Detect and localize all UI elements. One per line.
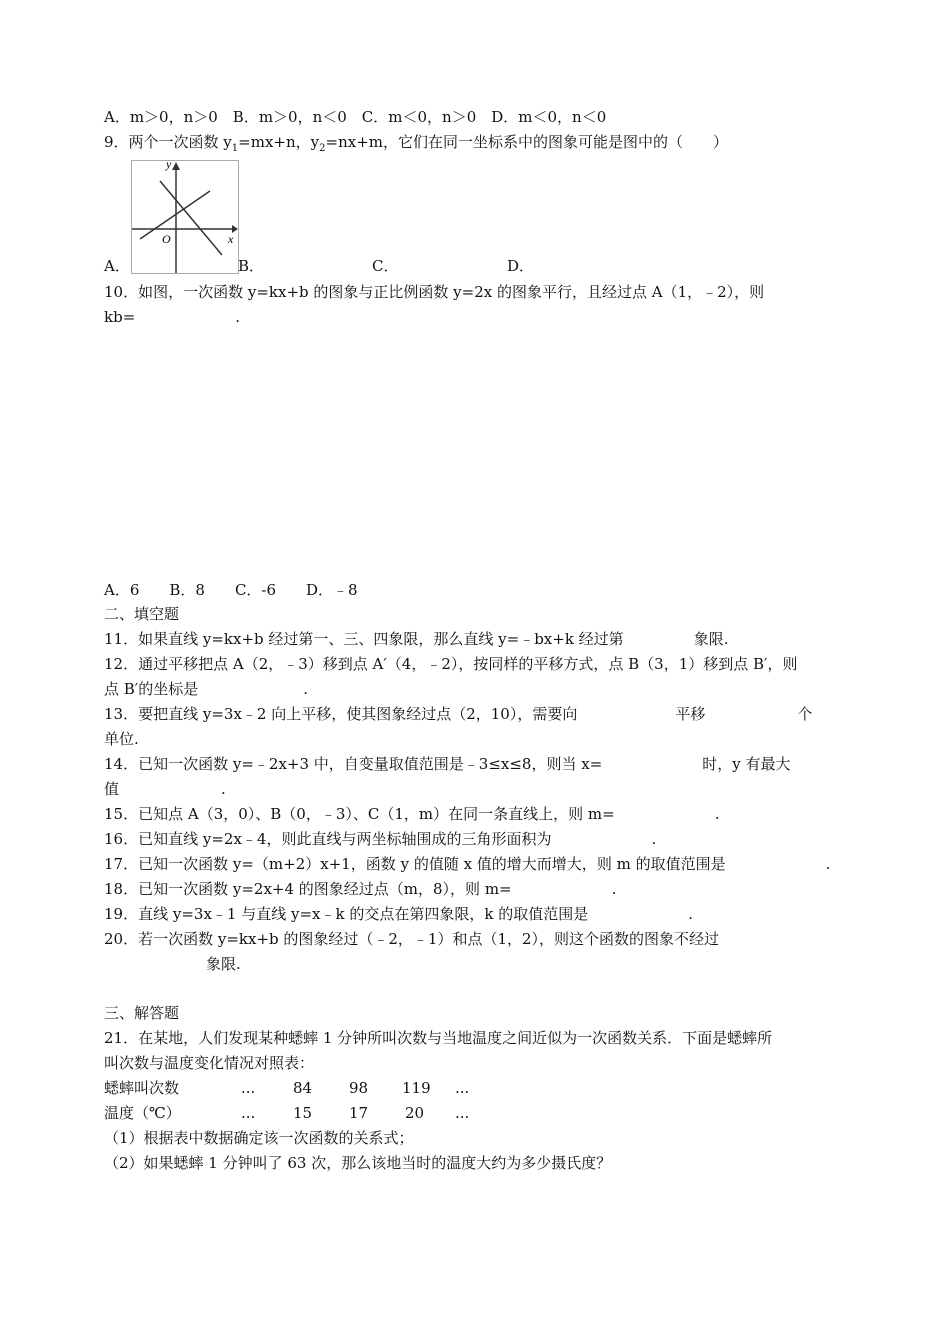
q9-graph-a	[131, 160, 239, 274]
q21-sub1: （1）根据表中数据确定该一次函数的关系式；	[104, 1129, 414, 1147]
q13-line2: 单位.	[104, 730, 139, 748]
q12-tail: .	[303, 680, 308, 698]
section-solve: 三、解答题	[104, 1004, 180, 1022]
q18-text: 18．已知一次函数 y=2x+4 的图象经过点（m，8），则 m=	[104, 880, 512, 898]
q9-sub2: 2	[319, 143, 326, 154]
q9-option-c: C．	[372, 257, 399, 275]
q17-text: 17．已知一次函数 y=（m+2）x+1，函数 y 的值随 x 值的增大而增大，则 m 的取值范围是	[104, 855, 726, 873]
q9-option-a: A．	[104, 257, 130, 275]
q9-option-d: D．	[507, 257, 535, 275]
q10-line2	[104, 307, 240, 327]
q9-graph-svg	[132, 161, 238, 273]
table-cell: 17	[349, 1104, 369, 1122]
q21-line1: 21．在某地，人们发现某种蟋蟀 1 分钟所叫次数与当地温度之间近似为一次函数关系．下面是蟋蟀所	[104, 1029, 773, 1047]
q21-line2: 叫次数与温度变化情况对照表：	[104, 1054, 315, 1072]
q13-direction: 平移	[675, 705, 706, 723]
q10-options: A．6 B．8 C．-6 D．﹣8	[104, 581, 358, 599]
q15-period: .	[714, 805, 720, 823]
table-cell: 15	[293, 1104, 313, 1122]
q9-stem	[104, 132, 728, 159]
table-cell: 119	[402, 1079, 431, 1097]
table-cell: ...	[455, 1079, 470, 1097]
q9-option-b: B．	[238, 257, 265, 275]
q9-mid1: =mx+n，y	[238, 133, 320, 151]
q15	[104, 804, 719, 824]
q19-period: .	[688, 905, 693, 923]
q15-text: 15．已知点 A（3，0）、B（0，﹣3）、C（1，m）在同一条直线上，则 m=	[104, 805, 615, 823]
q16-text: 16．已知直线 y=2x﹣4，则此直线与两坐标轴围成的三角形面积为	[104, 830, 552, 848]
q14-tail: 时，y 有最大	[702, 755, 791, 773]
q14-value: 值	[104, 780, 120, 798]
q9-mid2: =nx+m，它们在同一坐标系中的图象可能是图中的（ ）	[325, 133, 728, 151]
x-label: x	[228, 232, 234, 246]
q21-sub2: （2）如果蟋蟀 1 分钟叫了 63 次，那么该地当时的温度大约为多少摄氏度？	[104, 1154, 612, 1172]
table-cell: 20	[405, 1104, 425, 1122]
q8-options: A．m＞0，n＞0 B．m＞0，n＜0 C．m＜0，n＞0 D．m＜0，n＜0	[104, 108, 607, 126]
q14-period: .	[221, 780, 226, 798]
q11-text: 11．如果直线 y=kx+b 经过第一、三、四象限，那么直线 y=﹣bx+k 经过第	[104, 630, 624, 648]
q18-period: .	[611, 880, 617, 898]
q19	[104, 904, 693, 924]
table-cell: ...	[241, 1104, 256, 1122]
q13-unit: 个	[797, 705, 813, 723]
q17-period: .	[825, 855, 831, 873]
q16-period: .	[651, 830, 657, 848]
q14-line2	[104, 779, 226, 799]
q13-line1	[104, 704, 812, 724]
q14-text: 14．已知一次函数 y=﹣2x+3 中，自变量取值范围是﹣3≤x≤8，则当 x=	[104, 755, 603, 773]
table-cell: 98	[349, 1079, 369, 1097]
q18	[104, 879, 616, 899]
q20-line2: 象限.	[206, 955, 241, 973]
table-cell: ...	[241, 1079, 256, 1097]
q12-line1: 12．通过平移把点 A（2，﹣3）移到点 A′（4，﹣2），按同样的平移方式，点 B（3，1）移到点 B′，则	[104, 655, 798, 673]
q9-prefix: 9．两个一次函数 y	[104, 133, 232, 151]
q12-line2	[104, 679, 308, 699]
y-axis-arrow	[172, 162, 180, 170]
q14-line1	[104, 754, 791, 774]
table-cell: 温度（℃）	[104, 1104, 181, 1122]
q20-line1: 20．若一次函数 y=kx+b 的图象经过（﹣2，﹣1）和点（1，2），则这个函数的图象不经过	[104, 930, 720, 948]
origin-label: O	[162, 232, 171, 246]
table-cell: ...	[455, 1104, 470, 1122]
section-fill-in: 二、填空题	[104, 605, 180, 623]
q16	[104, 829, 656, 849]
q13-text: 13．要把直线 y=3x﹣2 向上平移，使其图象经过点（2，10），需要向	[104, 705, 578, 723]
q10-line1: 10．如图，一次函数 y=kx+b 的图象与正比例函数 y=2x 的图象平行，且经过点 A（1，﹣2），则	[104, 283, 765, 301]
table-cell: 蟋蟀叫次数	[104, 1079, 180, 1097]
q11	[104, 629, 728, 649]
y-label: y	[166, 161, 172, 171]
table-cell: 84	[293, 1079, 313, 1097]
q10-kb: kb=	[104, 308, 136, 326]
q19-text: 19．直线 y=3x﹣1 与直线 y=x﹣k 的交点在第四象限，k 的取值范围是	[104, 905, 589, 923]
q9-sub1: 1	[231, 143, 239, 154]
q11-tail: 象限.	[693, 630, 729, 648]
q17	[104, 854, 830, 874]
q12-text: 点 B′的坐标是	[104, 680, 199, 698]
q10-period: .	[235, 308, 241, 326]
